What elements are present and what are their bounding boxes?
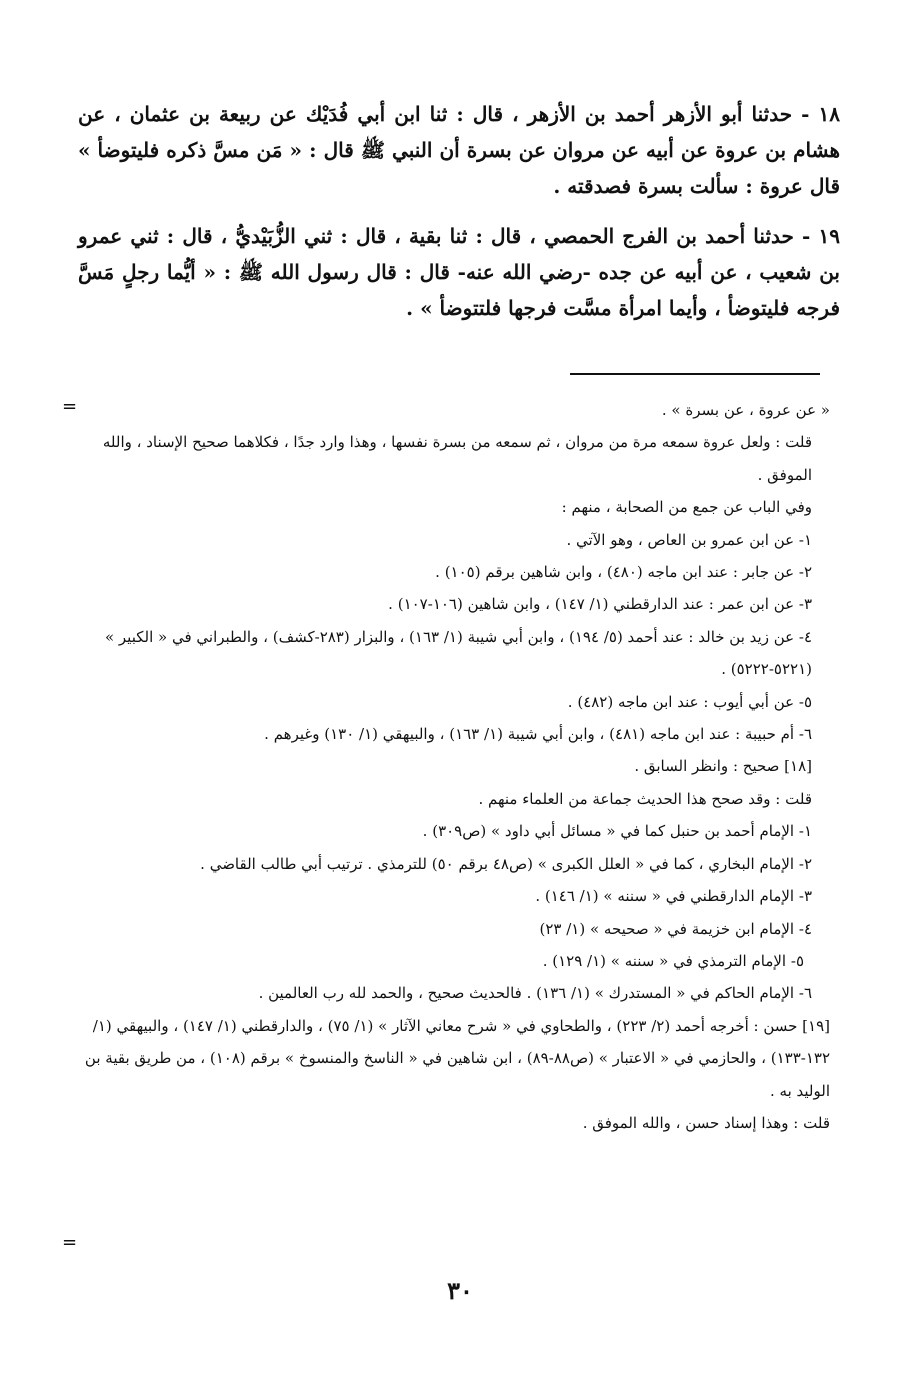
note-line: ١- عن ابن عمرو بن العاص ، وهو الآتي . <box>566 530 812 549</box>
continuation-mark: = <box>62 1232 78 1253</box>
note-line: ٦- أم حبيبة : عند ابن ماجه (٤٨١) ، وابن أبي شيبة (١/ ١٦٣) ، والبيهقي (١/ ١٣٠) وغيرهم . <box>264 725 812 744</box>
note-line: قلت : وهذا إسناد حسن ، والله الموفق . <box>582 1113 830 1132</box>
note-line: « عن عروة ، عن بسرة » . <box>661 401 830 419</box>
note-line: ٢- الإمام البخاري ، كما في « العلل الكبرى » (ص٤٨ برقم ٥٠) للترمذي . ترتيب أبي طالب القاضي . <box>200 854 812 873</box>
note-line: ٥- الإمام الترمذي في « سننه » (١/ ١٢٩) . <box>542 951 804 970</box>
note-line: قلت : ولعل عروة سمعه مرة من مروان ، ثم سمعه من بسرة نفسها ، وهذا وارد جدًا ، فكلاهما صحيح الإسناد ، والله الموفق . <box>102 433 812 484</box>
footnotes <box>78 394 830 1139</box>
note-line: [١٨] صحيح : وانظر السابق . <box>634 757 812 776</box>
note-line: ٢- عن جابر : عند ابن ماجه (٤٨٠) ، وابن شاهين برقم (١٠٥) . <box>435 563 812 582</box>
note-line: ١- الإمام أحمد بن حنبل كما في « مسائل أبي داود » (ص٣٠٩) . <box>422 822 812 841</box>
note-line: ٦- الإمام الحاكم في « المستدرك » (١/ ١٣٦) . فالحديث صحيح ، والحمد لله رب العالمين . <box>258 984 812 1003</box>
note-line: ٥- عن أبي أيوب : عند ابن ماجه (٤٨٢) . <box>567 692 812 711</box>
note-line: ٤- عن زيد بن خالد : عند أحمد (٥/ ١٩٤) ، وابن أبي شيبة (١/ ١٦٣) ، والبزار (٢٨٣-كشف) ، والطبراني في « الكبير » (٥٢٢١-٥٢٢٢) . <box>104 627 812 679</box>
footnote-separator <box>570 373 820 375</box>
continuation-mark: = <box>62 396 78 417</box>
note-line: وفي الباب عن جمع من الصحابة ، منهم : <box>561 498 812 517</box>
hadith-19: ١٩ - حدثنا أحمد بن الفرج الحمصي ، قال : ثنا بقية ، قال : ثني الزُّبَيْديُّ ، قال : ثني عمرو بن شعيب ، عن أبيه عن جده -رضي الله عنه- قال : قال رسول الله ﷺ : « أيُّما رجلٍ مَسَّ فرجه فليتوضأ ، وأيما امرأة مسَّت فرجها فلتتوضأ » . <box>78 224 840 320</box>
hadith-18: ١٨ - حدثنا أبو الأزهر أحمد بن الأزهر ، قال : ثنا ابن أبي فُدَيْك عن ربيعة بن عثمان ، عن هشام بن عروة عن أبيه عن مروان عن بسرة أن النبي ﷺ قال : « مَن مسَّ ذكره فليتوضأ » قال عروة : سألت بسرة فصدقته . <box>78 102 840 198</box>
note-line: ٤- الإمام ابن خزيمة في « صحيحه » (١/ ٢٣) <box>539 919 812 938</box>
main-text <box>78 96 840 340</box>
note-line: ٣- عن ابن عمر : عند الدارقطني (١/ ١٤٧) ، وابن شاهين (١٠٦-١٠٧) . <box>388 595 812 614</box>
note-line: ٣- الإمام الدارقطني في « سننه » (١/ ١٤٦) . <box>535 887 812 906</box>
page-number: ٣٠ <box>447 1276 473 1305</box>
note-line: [١٩] حسن : أخرجه أحمد (٢/ ٢٢٣) ، والطحاوي في « شرح معاني الآثار » (١/ ٧٥) ، والدارقطني (١/ ١٤٧) ، والبيهقي (١/ ١٣٢-١٣٣) ، والحازمي في « الاعتبار » (ص٨٨-٨٩) ، ابن شاهين في « الناسخ والمنسوخ » برقم (١٠٨) ، من طريق بقية بن الوليد به . <box>84 1016 830 1100</box>
note-line: قلت : وقد صحح هذا الحديث جماعة من العلماء منهم . <box>478 789 812 808</box>
